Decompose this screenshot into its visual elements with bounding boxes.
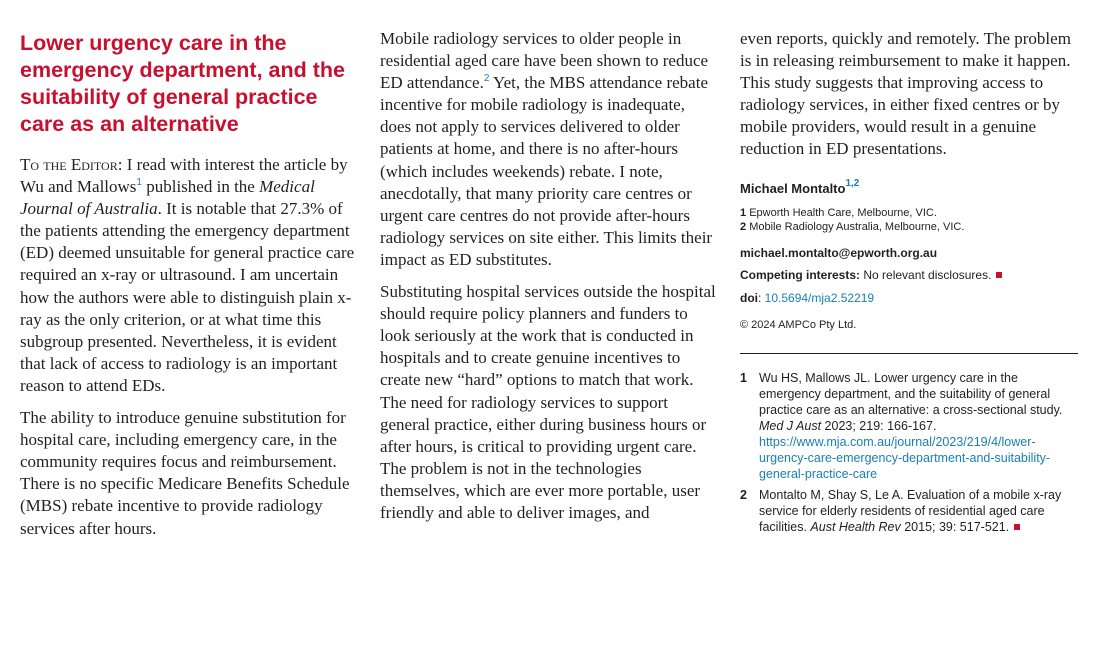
paragraph-3: Mobile radiology services to older people in residential aged care have been shown to reduce ED attendance.$^2$ Yet, the MBS attendance rebate incentive for mobile radiology is inadequate, does not apply to services delivered to older patients at home, and there is no after-hours (which includes weekends) rebate. I note, anecdotally, that many priority care centres or urgent care centres do not provide after-hours radiology services on site either. This limits their impact as ED substitutes. bbox=[380, 29, 713, 269]
affiliation-1: 1 Epworth Health Care, Melbourne, VIC. bbox=[740, 206, 937, 219]
end-mark-icon bbox=[996, 272, 1002, 278]
salutation: To the Editor bbox=[20, 155, 118, 174]
column-1 bbox=[20, 28, 358, 550]
paragraph-2: The ability to introduce genuine substitution for hospital care, including emergency care, in the community requires focus and reimbursement. There is no specific Medicare Benefits Schedule (MBS) rebate incentive to provide radiology services after hours. bbox=[20, 408, 350, 538]
reference-1-url-link[interactable]: https://www.mja.com.au/journal/2023/219/4/lower-urgency-care-emergency-department-and-suitability-general-practice-care bbox=[759, 434, 1051, 481]
column-2 bbox=[380, 28, 720, 534]
paragraph-5: even reports, quickly and remotely. The problem is in releasing reimbursement to make it happen. This study suggests that improving access to radiology services, in either fixed centres or by mobile providers, would result in a genuine reduction in ED presentations. bbox=[740, 29, 1071, 159]
column-3 bbox=[740, 28, 1080, 540]
end-mark-icon bbox=[1014, 524, 1020, 530]
author-affil-sup: 1,2 bbox=[845, 177, 860, 189]
paragraph-1: To the Editor: I read with interest the article by Wu and Mallows$^1$ published in the Medical Journal of Australia. It is notable that 27.3% of the patients attending the emergency department (ED) deemed unsuitable for general practice care required an x-ray or ultrasound. I am uncertain how the authors were able to distinguish plain x-ray as the only criterion, or at what time this subgroup presented. Nevertheless, it is evident that lack of access to radiology is an important reason to attend EDs. bbox=[20, 155, 355, 395]
reference-item: 1 Wu HS, Mallows JL. Lower urgency care in the emergency department, and the suitability of general practice care as an alternative: a cross-sectional study. Med J Aust 2023; 219: 166-167. https://www.mja.com.au/journal/2023/219/4/lower-urgency-care-emergency-department-and-suitability-general-practice-care bbox=[740, 370, 1063, 481]
copyright: © 2024 AMPCo Pty Ltd. bbox=[740, 318, 857, 331]
citation-1-link[interactable]: 1 bbox=[136, 177, 142, 189]
article-title: Lower urgency care in the emergency department, and the suitability of general practice care as an alternative bbox=[20, 31, 345, 136]
paragraph-4: Substituting hospital services outside the hospital should require policy planners and funders to look seriously at the work that is conducted in hospitals and to create genuine incentives to create new “hard” options to match that work. The need for radiology services to support general practice, either during business hours or after hours, is critical to providing urgent care. The problem is not in the technologies themselves, which are ever more portable, user friendly and able to deliver images, and bbox=[380, 282, 716, 522]
author-name: Michael Montalto$^{1,2}$ bbox=[740, 177, 860, 196]
divider bbox=[740, 353, 1078, 354]
affiliation-2: 2 Mobile Radiology Australia, Melbourne, VIC. bbox=[740, 220, 965, 233]
author-email-link[interactable]: michael.montalto@epworth.org.au bbox=[740, 245, 938, 260]
reference-item: 2 Montalto M, Shay S, Le A. Evaluation of a mobile x-ray service for elderly residents of residential aged care facilities. Aust Health Rev 2015; 39: 517-521. bbox=[740, 487, 1062, 534]
competing-interests: Competing interests: No relevant disclosures. bbox=[740, 268, 1080, 282]
citation-2-link[interactable]: 2 bbox=[483, 73, 490, 85]
journal-name: Medical Journal of Australia bbox=[20, 177, 315, 219]
doi-link[interactable]: 10.5694/mja2.52219 bbox=[764, 290, 875, 305]
doi-line: doi: 10.5694/mja2.52219 bbox=[740, 290, 875, 305]
